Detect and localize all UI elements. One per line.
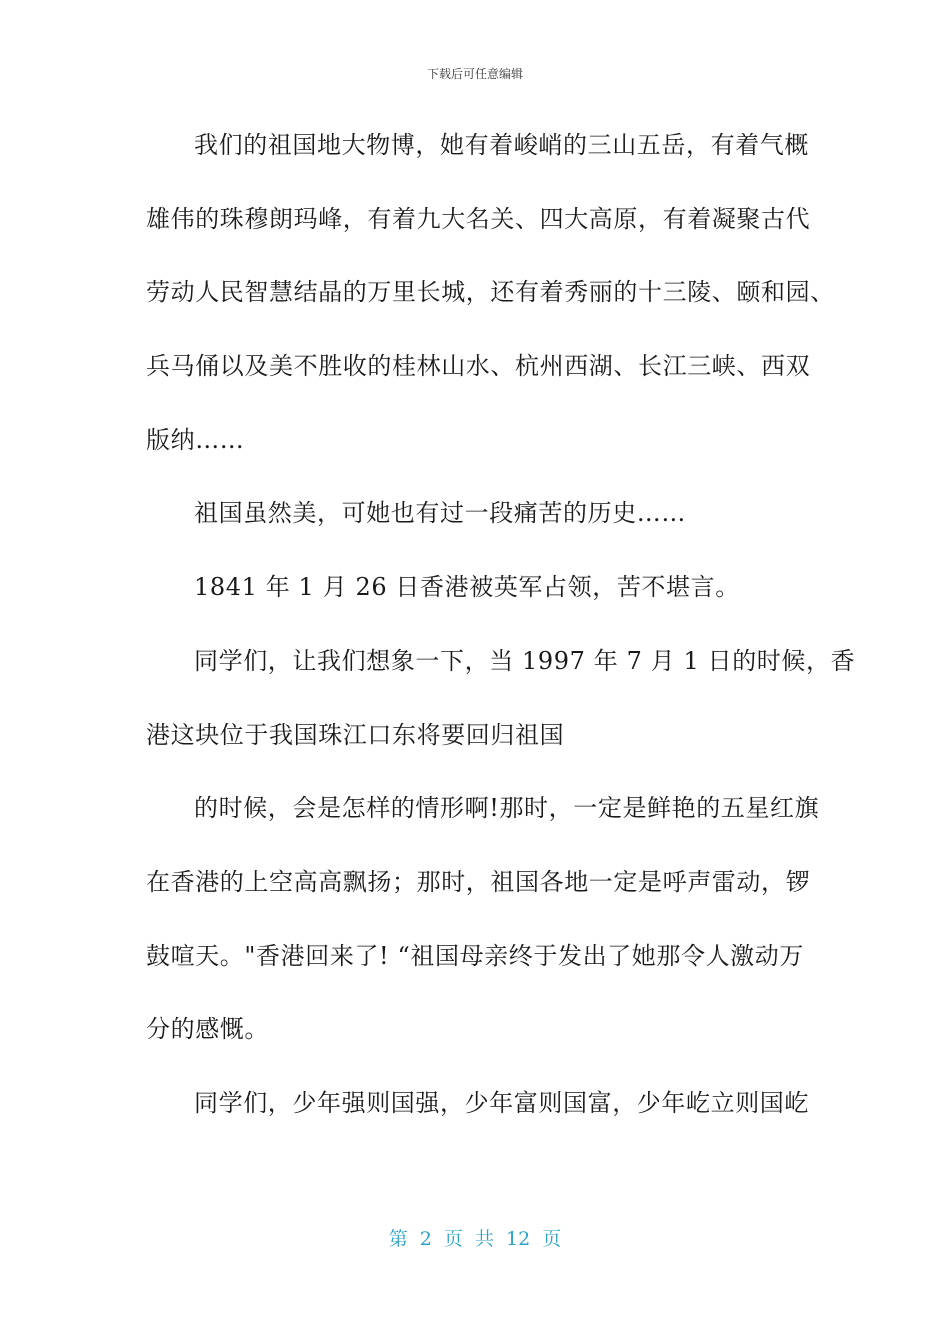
paragraph-line: 兵马俑以及美不胜收的桂林山水、杭州西湖、长江三峡、西双 [146,352,811,381]
paragraph-line: 港这块位于我国珠江口东将要回归祖国 [146,720,565,749]
paragraph-line: 劳动人民智慧结晶的万里长城，还有着秀丽的十三陵、颐和园、 [146,278,835,307]
paragraph-line: 的时候，会是怎样的情形啊!那时，一定是鲜艳的五星红旗 [194,794,820,823]
paragraph-line: 祖国虽然美，可她也有过一段痛苦的历史…… [194,499,686,528]
paragraph-line: 同学们，让我们想象一下，当 1997 年 7 月 1 日的时候，香 [194,646,856,675]
document-body [146,121,856,1153]
paragraph-line: 同学们，少年强则国强，少年富则国富，少年屹立则国屹 [194,1088,809,1117]
paragraph-line: 分的感慨。 [146,1015,269,1044]
paragraph-line: 1841 年 1 月 26 日香港被英军占领，苦不堪言。 [194,573,740,602]
paragraph-line: 雄伟的珠穆朗玛峰，有着九大名关、四大高原，有着凝聚古代 [146,204,811,233]
page-number-footer: 第 2 页 共 12 页 [388,1228,562,1250]
paragraph-line: 在香港的上空高高飘扬；那时，祖国各地一定是呼声雷动，锣 [146,867,811,896]
paragraph-line: 我们的祖国地大物博，她有着峻峭的三山五岳，有着气概 [194,131,809,159]
paragraph-line: 鼓喧天。"香港回来了! “祖国母亲终于发出了她那令人激动万 [146,941,804,970]
page-header: 下载后可任意编辑 [426,67,523,81]
paragraph-line: 版纳…… [146,425,245,454]
